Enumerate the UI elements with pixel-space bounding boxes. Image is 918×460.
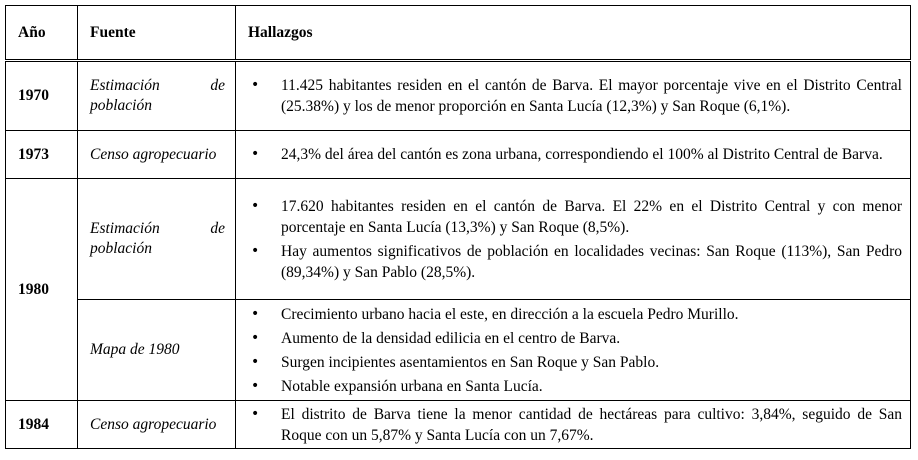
source-cell: Censo agropecuario bbox=[78, 401, 236, 449]
list-item: • Crecimiento urbano hacia el este, en dirección a la escuela Pedro Murillo. bbox=[244, 304, 902, 325]
table-row bbox=[6, 300, 911, 401]
source-text: Estimación de población bbox=[90, 220, 225, 257]
list-item: • Surgen incipientes asentamientos en San Roque y San Pablo. bbox=[244, 352, 902, 373]
list-item: • El distrito de Barva tiene la menor cantidad de hectáreas para cultivo: 3,84%, seguido de San Roque con un 5,87% y Santa Lucía con un 7,67%. bbox=[244, 404, 902, 446]
list-item: • 11.425 habitantes residen en el cantón de Barva. El mayor porcentaje vive en el Distrito Central (25.38%) y los de menor proporción en Santa Lucía (12,3%) y San Roque (6,1%). bbox=[244, 75, 902, 117]
header-source: Fuente bbox=[78, 6, 236, 61]
findings-cell bbox=[236, 179, 911, 300]
header-row bbox=[6, 6, 911, 61]
source-cell bbox=[78, 61, 236, 131]
header-year: Año bbox=[6, 6, 78, 61]
table-row bbox=[6, 179, 911, 300]
findings-cell bbox=[236, 401, 911, 449]
table-row bbox=[6, 401, 911, 449]
source-cell bbox=[78, 179, 236, 300]
list-item: • Notable expansión urbana en Santa Lucía. bbox=[244, 376, 902, 397]
year-cell: 1970 bbox=[6, 61, 78, 131]
header-findings: Hallazgos bbox=[236, 6, 911, 61]
year-cell: 1973 bbox=[6, 131, 78, 179]
findings-cell bbox=[236, 300, 911, 401]
findings-table bbox=[5, 5, 911, 449]
table-row bbox=[6, 61, 911, 131]
source-cell: Mapa de 1980 bbox=[78, 300, 236, 401]
list-item: • Hay aumentos significativos de población en localidades vecinas: San Roque (113%), San Pedro (89,34%) y San Pablo (28,5%). bbox=[244, 241, 902, 283]
findings-cell bbox=[236, 61, 911, 131]
list-item: • 24,3% del área del cantón es zona urbana, correspondiendo el 100% al Distrito Central de Barva. bbox=[244, 144, 902, 165]
findings-cell bbox=[236, 131, 911, 179]
source-text: Estimación de población bbox=[90, 77, 225, 114]
list-item: • 17.620 habitantes residen en el cantón de Barva. El 22% en el Distrito Central y con menor porcentaje en Santa Lucía (13,3%) y San Roque (8,5%). bbox=[244, 196, 902, 238]
list-item: • Aumento de la densidad edilicia en el centro de Barva. bbox=[244, 328, 902, 349]
table-row bbox=[6, 131, 911, 179]
year-cell: 1984 bbox=[6, 401, 78, 449]
source-cell: Censo agropecuario bbox=[78, 131, 236, 179]
year-cell: 1980 bbox=[6, 179, 78, 401]
